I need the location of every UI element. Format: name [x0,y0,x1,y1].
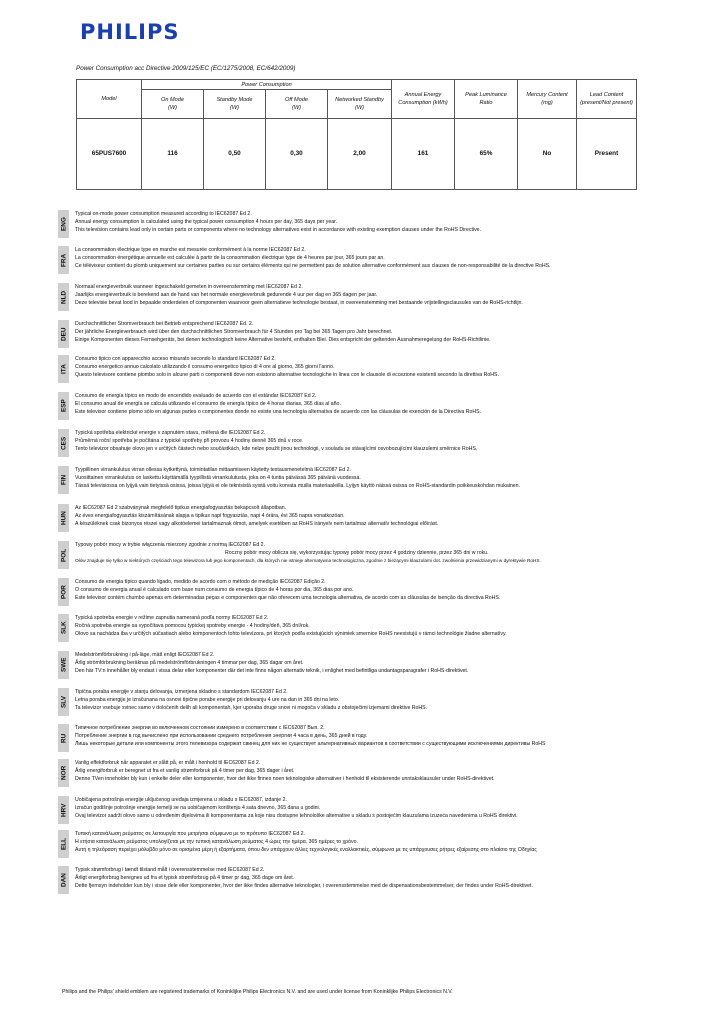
lang-line: This television contains lead only in certain parts or components where no technology alternatives exist in accordance with existing exemption clauses under the RoHS Directive. [75,227,481,234]
lang-line: Αυτή η τηλεόραση περιέχει μόλυβδο μόνο σε ορισμένα μέρη ή εξαρτήματα, όπου δεν υπάρχουν άλλες τεχνολογικές εναλλακτικές, σύμφωνα με τις υπάρχουσες ρήτρες εξαίρεσης στο πλαίσιο της Οδηγίας [75,847,537,854]
lang-code: POR [60,585,68,599]
lang-line: Den här TV:n innehåller bly endast i vissa delar eller komponenter där det inte finns någon alternativ teknik, i enlighet med befintliga undantagsparagrafer i RoHS-direktivet. [75,668,469,675]
lang-line: O consumo de energia anual é calculado com base num consumo de energia típico de 4 horas por dia, 365 dias por ano. [75,587,354,594]
lang-line: Roczny pobór mocy obliczа się, wykorzystując typowy pobór mocy przez 4 godziny dziennie, przez 365 dni w roku. [225,550,489,557]
lang-line: Ta televizor vsebuje svinec samo v določenih delih ali komponentah, kjer uporaba druge snovi ni mogoča v skladu z obstoječimi izjemami direktive RoHS. [75,705,428,712]
lang-line: Tyypillinen virrankulutus virran ollessa kytkettynä, toimintatilan mittaamiseen käytetty testausmenetelmä IEC62087 Ed 2. [75,467,351,473]
lang-line: Olovo sa nachádza iba v určitých súčastiach alebo komponentoch tohto televízora, pri ktorých podľa existujúcich výnimiek smernice RoHS neexistujú v rámci technológie žiadne alternatívy. [75,631,507,638]
directive-subtitle: Power Consumption acc Directive 2009/125/EC (EC/1275/2008, EC/642/2009) [76,65,296,72]
lang-line: Este televisor contiene plomo sólo en algunas partes o componentes donde no existe una tecnología alternativa de acuerdo con las cláusulas de exención de la Directiva RoHS. [75,409,482,416]
lang-line: Потребление энергии в год вычислено при использовании среднего потребления энергии 4 часа в день, 365 дней в году. [75,733,368,740]
standby-mode-cell: 0,50 [204,119,266,190]
lang-line: Typická spotreba energie v režime zapnutia nameraná podľa normy IEC62087 Ed 2. [75,615,269,621]
lang-line: Denne TVen inneholder bly kun i enkelte deler eller komponenter, hvor det ikke finnes noen teknologiske alternativer i henhold til eksisterende unntaksklausuler under RoHS-direktivet. [75,776,495,783]
annual-energy-header: Annual Energy Consumption (kWh) [392,80,455,119]
lang-code: HUN [60,511,68,525]
lang-code: FIN [60,474,68,486]
lang-line: Letna poraba energije je izračunana na osnovi tipične porabe energije pri delovanju 4 ure na dan in 365 dni na leto. [75,697,340,704]
lang-line: Durchschnittlicher Stromverbrauch bei Betrieb entsprechend IEC62087 Ed. 2. [75,321,254,327]
lang-line: Typisk strømforbrug i tændt tilstand målt i overensstemmelse med IEC62087 Ed 2. [75,867,265,873]
mercury-content-header: Mercury Content (mg) [518,80,577,119]
lang-line: Tipična poraba energije v stanju delovanja, izmerjena skladno s standardom IEC62087 Ed 2. [75,689,288,695]
lang-line: Normaal energieverbruik wanneer ingeschakeld gemeten in overeenstemming met IEC62087 Ed 2. [75,284,303,290]
lang-line: Průměrná roční spotřeba je počítána z typické spotřeby při provozu 4 hodiny denně 365 dnů v roce. [75,438,304,445]
networked-standby-header: Networked Standby (W) [328,90,392,119]
lang-code: ESP [60,399,68,413]
lang-line: Az éves energiafogyasztás kiszámításának alapja a tipikus napi fogyasztás, napi 4 órára, évi 365 napra vonatkozóan. [75,513,345,520]
lead-content-cell: Present [577,119,637,190]
lang-line: Ce téléviseur contient du plomb uniquement sur certaines parties ou sur certains éléments qui ne permettent pas de solution alternative conformément aux clauses de non-responsabilité de la directive RoHS. [75,263,551,270]
lang-line: Лишь некоторые детали или компоненты этого телевизора содержат свинец для них не существует альтернативных вариантов в соответствии с существующими исключениями директивы RoHS [75,741,546,748]
trademark-footer: Philips and the Philips' shield emblem are registered trademarks of Koninklijke Philips Electronics N.V. and are used under license from Koninklijke Philips Electronics N.V. [62,989,453,995]
lang-line: Az IEC62087 Ed 2 szabványnak megfelelő tipikus energiafogyasztás bekapcsolt állapotban. [75,505,287,511]
lang-line: Τυπική κατανάλωση ρεύματος σε λειτουργία που μετρήσαι σύμφωνα με το πρότυπο IEC62087 Ed 2. [75,831,305,837]
lang-line: Ovaj televizor sadrži olovo samo u određenim dijelovima ili komponentama za koje nisu dostupne tehnološke alternative u skladu s postojećim klauzulama izuzeća navedenima u RoHS direktivi. [75,813,518,820]
philips-logo: PHILIPS [80,20,180,44]
lang-line: Consumo energetico annuo calcolato utilizzando il consumo energetico tipico di 4 ore al giorno, 365 giorni l'anno. [75,364,335,371]
lang-code: SWE [60,657,68,673]
model-cell: 65PUS7600 [77,119,142,190]
lang-line: Jaarlijks energieverbruik is berekend aan de hand van het normale energieverbruik gedurende 4 uur per dag en 365 dagen per jaar. [75,292,378,299]
lang-line: El consumo anual de energía se calcula utilizando el consumo de energía típico de 4 horas diarias, 365 días al año. [75,401,341,408]
lang-code: CES [60,436,68,450]
lang-code: SLK [60,621,68,635]
lang-code: DEU [60,327,68,341]
lang-line: La consommation électrique type en marche est mesurée conformément à la norme IEC62087 Ed 2. [75,247,306,253]
lang-code: FRA [60,253,68,267]
lang-code: NOR [60,765,68,781]
lang-code: NLD [60,290,68,304]
lang-line: Η ετήσια κατανάλωση ρεύματος υπολογίζεται με την τυπική κατανάλωση ρεύματος 4 ώρες την ημέρα, 365 ημέρες το χρόνο. [75,839,358,846]
lang-line: Annual energy consumption is calculated using the typical power consumption 4 hours per day, 365 days per year. [75,219,338,226]
lang-line: Questo televisore contiene piombo solo in alcune parti o componenti dove non esistono alternative tecnologiche in linea con le clausole di eccezione esistenti secondo la direttiva RoHS. [75,372,499,379]
off-mode-cell: 0,30 [266,119,328,190]
power-consumption-table [76,79,637,190]
lang-line: Årlig strömförbrukning beräknas på medelströmförbrukningen 4 timmar per dag, 365 dagar om året. [75,660,304,667]
lang-line: A készüléknek csak bizonyos részei vagy alkotóelemei tartalmaznak ólmot, amelyek esetében az RoHS irányelv nem tartalmaz alternatív technológiai előírást. [75,521,439,528]
lang-code: SLV [60,696,68,708]
lang-line: Uobičajena potrošnja energije uključenog uređaja izmjerena u skladu s IEC62087, izdanje 2. [75,797,287,803]
peak-luminance-header: Peak Luminance Ratio [455,80,518,119]
lang-line: Consumo de energía típico en modo de encendido evaluado de acuerdo con el estándar IEC62087 Ed 2. [75,393,317,399]
lang-line: Типичное потребление энергии во включенном состоянии измерено в соответствии с IEC62087 Вып. 2. [75,725,325,731]
lang-line: Medelströmförbrukning i på-läge, mätt enligt IEC62087 Ed 2. [75,652,215,658]
lang-line: La consommation énergétique annuelle est calculée à partir de la consommation électrique type de 4 heures par jour, 365 jours par an. [75,255,385,262]
lang-line: Tässä televisiossa on lyijyä vain tietyissä osissa, joissa lyijyä ei ole teknisistä syistä voitu korvata muilla materiaaleilla. Lyijyn käyttö näissä osissa on RoHS-standardin poikkeuskohdan mukainen. [75,483,520,490]
lang-code: ELL [60,837,68,851]
lang-line: Typowy pobór mocy w trybie włączenia mierzony zgodnie z normą IEC62087 Ed 2. [75,542,266,548]
on-mode-header: On Mode (W) [142,90,204,119]
lang-line: Vuosittainen virrankulutus on laskettu käyttämällä tyypillistä virrankulutusta, joka on 4 tuntia päivässä 365 päivänä vuodessa. [75,475,361,482]
lang-line: Dette fjernsyn indeholder kun bly i visse dele eller komponenter, hvor der ikke findes alternative teknologier, i overensstemmelse med de dispensationsbestemmelser, der findes under RoHS-direktivet. [75,883,533,890]
lang-line: Vanlig effektforbruk når apparatet er slått på, er målt i henhold til IEC62087 Ed 2. [75,760,261,766]
lang-code: HRV [60,803,68,817]
lead-content-header: Lead Content (present/Not present) [577,80,637,119]
lang-line: Årligt energiforbrug beregnes ud fra et typisk strømforbrug på 4 timer pr dag, 365 dage om året. [75,875,295,882]
lang-line: Ročná spotreba energie sa vypočítava pomocou typickej spotreby energie - 4 hodiny/deň, 365 dní/rok. [75,623,310,630]
lang-code: RU [60,733,68,743]
lang-line: Einige Komponenten dieses Fernsehgeräts, bei denen technologisch keine Alternative besteht, enthalten Blei. Dies entspricht der geltenden Ausnahmeregelung der RoHS-Richtlinie. [75,337,491,344]
on-mode-cell: 116 [142,119,204,190]
lang-line: Der jährliche Energieverbrauch wird über den durchschnittlichen Stromverbrauch für 4 Stunden pro Tag bei 365 Tagen pro Jahr berechnet. [75,329,393,336]
lang-code: DAN [60,873,68,887]
lang-line: Este televisor contém chumbo apenas em determinadas peças e componentes que não oferecem uma tecnologia alternativa, de acordo com as cláusulas de isenção da directiva RoHS. [75,595,501,602]
power-consumption-group-header: Power Consumption [142,80,392,90]
lang-line: Typická spotřeba elektrické energie v zapnutém stavu, měřená dle IEC62087 Ed 2. [75,430,266,436]
mercury-content-cell: No [518,119,577,190]
networked-standby-cell: 2,00 [328,119,392,190]
lang-line: Ołów znajduje się tylko w niektórych częściach tego telewizora lub jego komponentach, dla których nie istnieje alternatywna technologiczna, zgodnie z bieżącymi klauzulami dot. zwolnienia przewidzianymi w dyrektywie RoHS. [75,558,541,564]
lang-line: Typical on-mode power consumption measured according to IEC62087 Ed 2. [75,211,252,217]
peak-luminance-cell: 65% [455,119,518,190]
annual-energy-cell: 161 [392,119,455,190]
lang-code: ENG [60,217,68,231]
lang-line: Årlig energiforbruk er beregnet ut fra et vanlig strømforbruk på 4 timer per dag, 365 dager i året. [75,768,295,775]
off-mode-header: Off Mode (W) [266,90,328,119]
lang-code: POL [60,548,68,562]
lang-line: Izračun godišnje potrošnje energije temelji se na uobičajenom korištenju 4 sata dnevno, 365 dana u godini. [75,805,321,812]
lang-code: ITA [60,364,68,374]
lang-line: Consumo tipico con apparecchio acceso misurato secondo lo standard IEC62087 Ed 2. [75,356,276,362]
lang-line: Consumo de energia típico quando ligado, medido de acordo com o método de medição IEC62087 Edição 2. [75,579,326,585]
model-header: Model [77,80,142,119]
lang-line: Tento televizor obsahuje olovo jen v určitých částech nebo součástkách, kde nelze použít jinou technologii, v souladu se stávajícími osvobozujícími klauzulemi směrnice RoHS. [75,446,478,453]
lang-line: Deze televisie bevat lood in bepaalde onderdelen of componenten waarvoor geen alternatieve technologie bestaat, in overeenstemming met bestaande vrijstellingsclausules van de RoHS-richtlijn. [75,300,523,307]
standby-mode-header: Standby Mode (W) [204,90,266,119]
